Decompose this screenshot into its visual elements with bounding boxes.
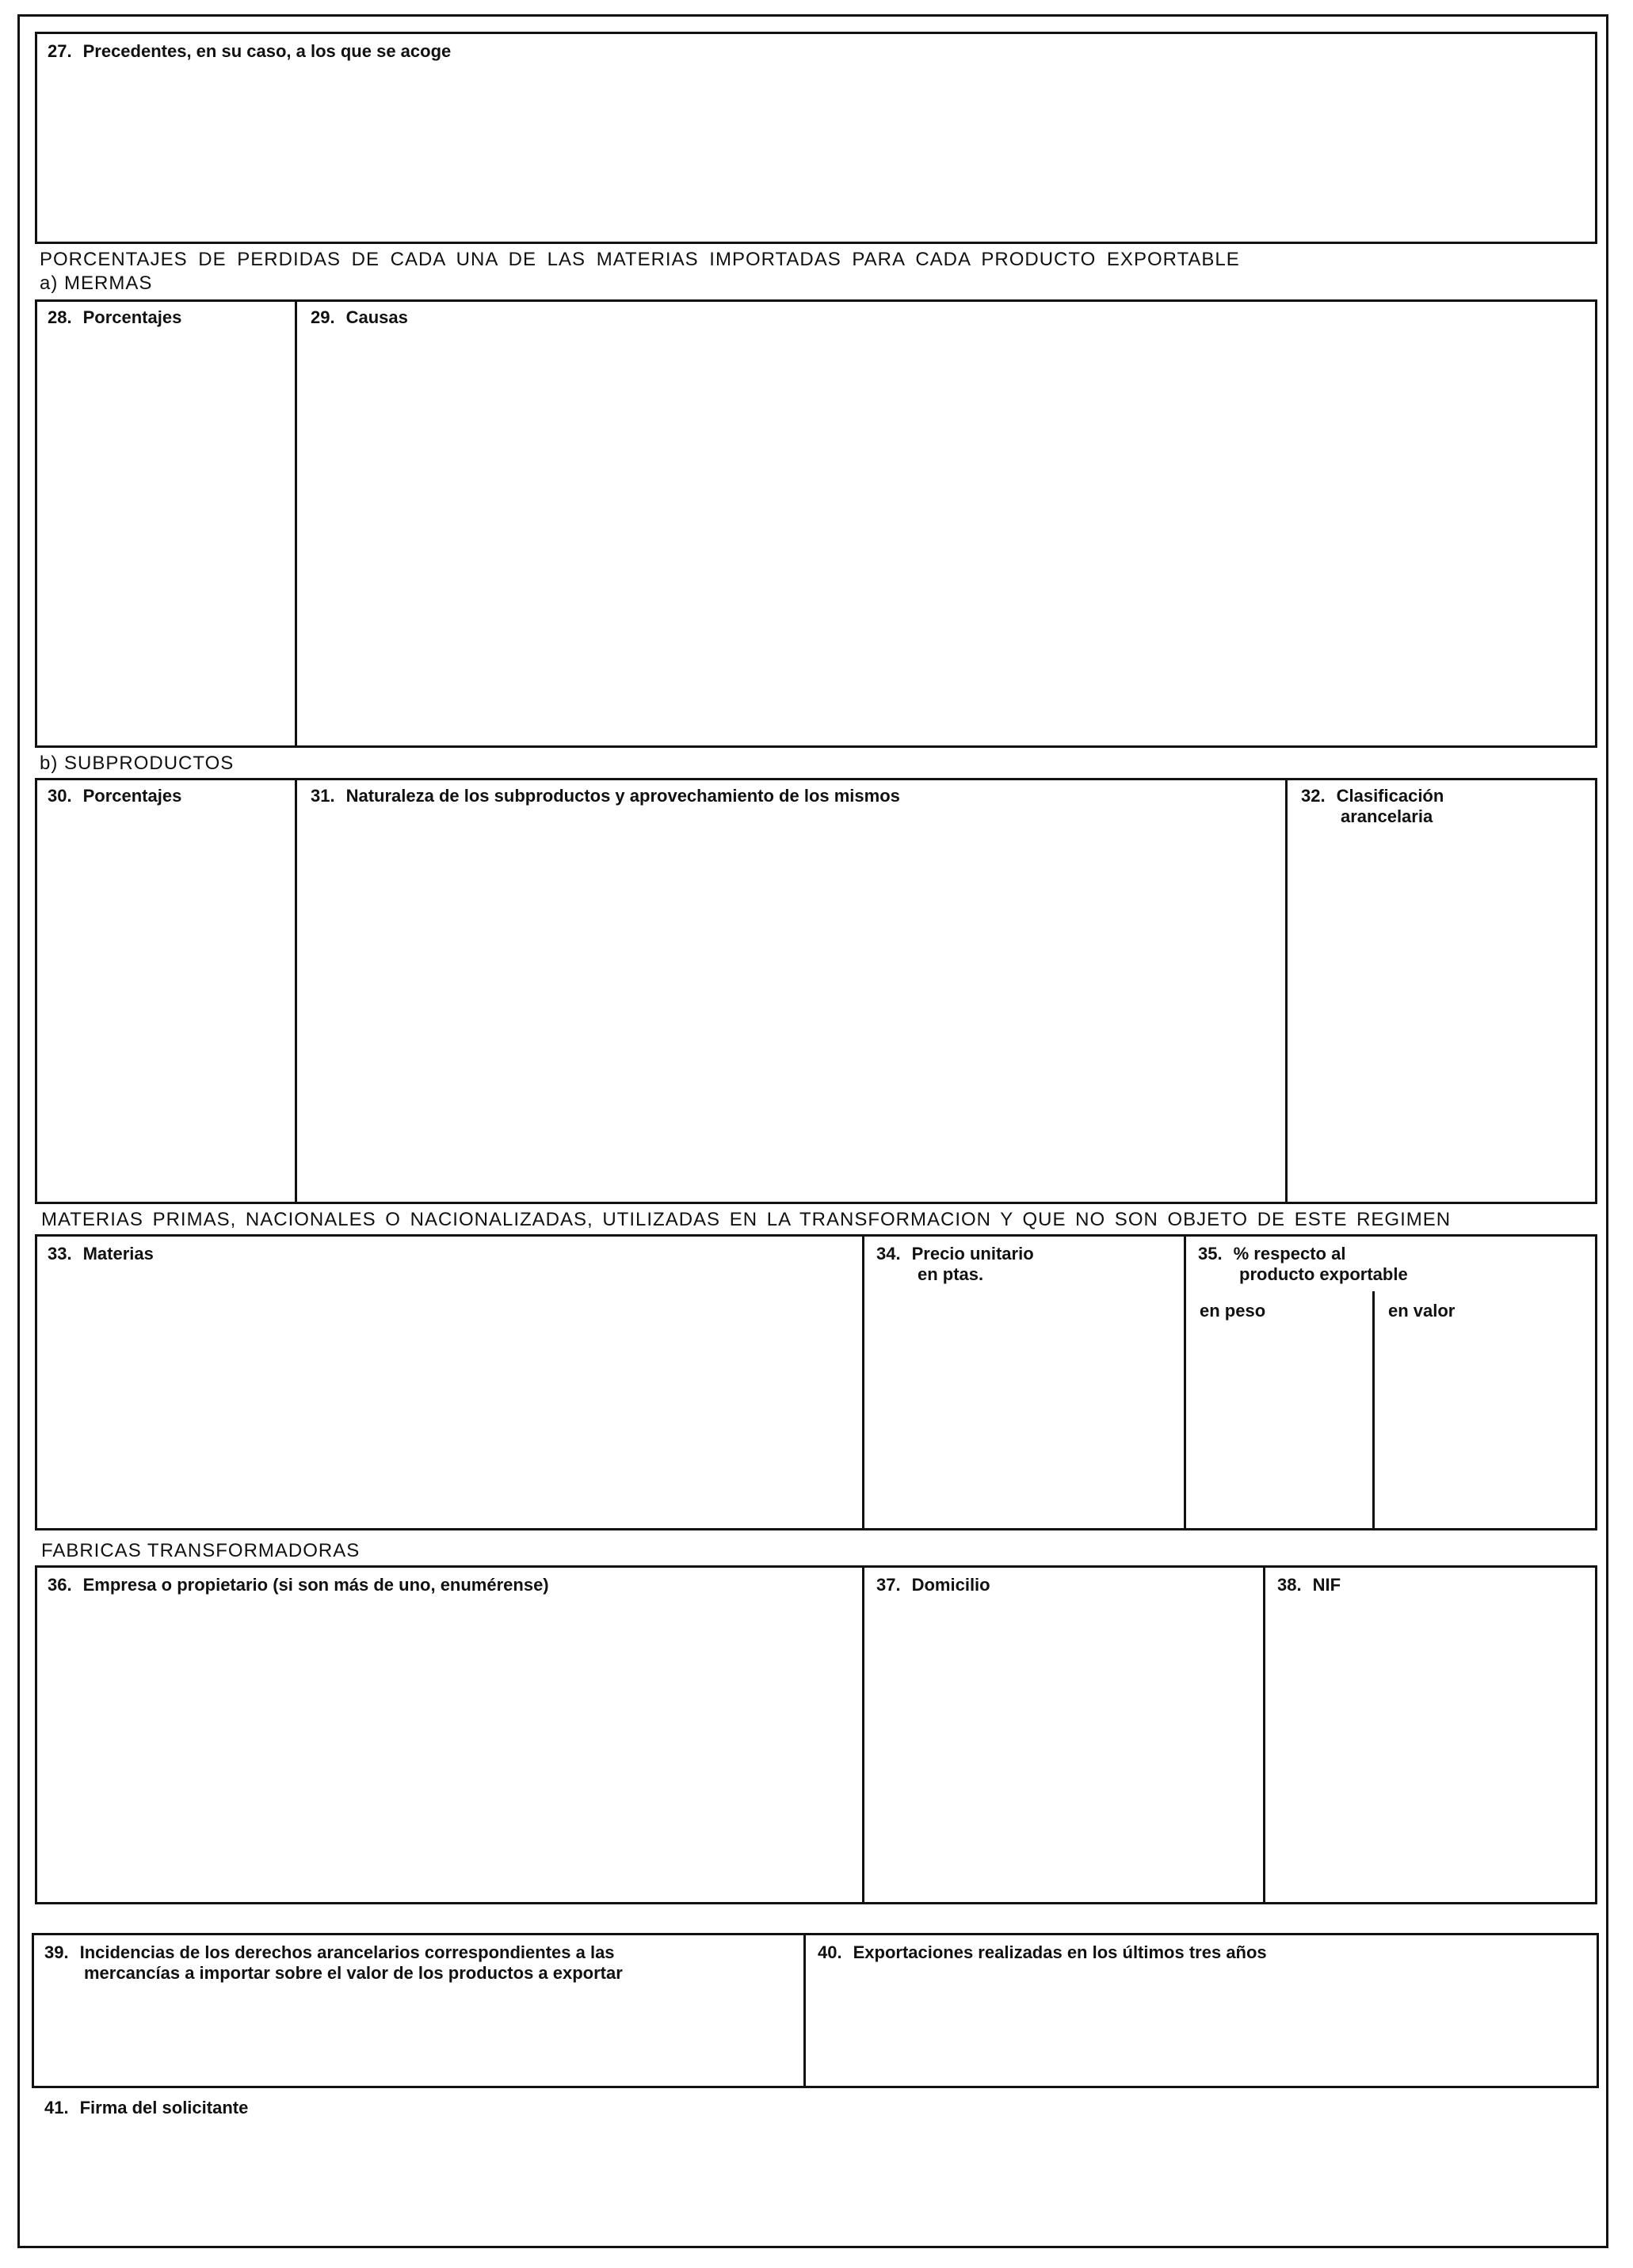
field-38-label: 38. NIF: [1277, 1575, 1341, 1595]
field-35-peso-area[interactable]: [1189, 1326, 1369, 1527]
section-mermas-title: a) MERMAS: [40, 273, 153, 294]
field-28-area[interactable]: [38, 333, 292, 745]
field-27-label: 27. Precedentes, en su caso, a los que se acoge: [48, 41, 452, 61]
field-38-area[interactable]: [1268, 1600, 1594, 1901]
subproductos-divider-1: [295, 778, 297, 1204]
field-36-area[interactable]: [38, 1600, 859, 1901]
field-34-area[interactable]: [867, 1291, 1181, 1527]
field-32-area[interactable]: [1290, 832, 1594, 1201]
field-40-area[interactable]: [808, 1968, 1596, 2085]
field-29-area[interactable]: [300, 333, 1594, 745]
field-35-peso-label: en peso: [1200, 1301, 1266, 1321]
fabricas-divider-2: [1263, 1565, 1265, 1904]
field-39-area[interactable]: [36, 1988, 800, 2085]
materias-divider-2: [1184, 1234, 1186, 1530]
field-30-label: 30. Porcentajes: [48, 786, 182, 806]
materias-divider-1: [862, 1234, 864, 1530]
section-fabricas-title: FABRICAS TRANSFORMADORAS: [41, 1540, 361, 1561]
field-32-label: 32. Clasificación arancelaria: [1301, 786, 1444, 826]
field-39-label: 39. Incidencias de los derechos arancelarios correspondientes a las mercancías a importar sobre el valor de los productos a exportar: [44, 1942, 623, 1983]
field-34-label: 34. Precio unitario en ptas.: [876, 1244, 1034, 1284]
field-33-area[interactable]: [38, 1267, 859, 1527]
mermas-divider: [295, 299, 297, 748]
field-28-label: 28. Porcentajes: [48, 307, 182, 327]
section-perdidas-title: PORCENTAJES DE PERDIDAS DE CADA UNA DE LAS MATERIAS IMPORTADAS PARA CADA PRODUCTO EXPORTABLE: [40, 249, 1240, 270]
field-31-label: 31. Naturaleza de los subproductos y aprovechamiento de los mismos: [311, 786, 900, 806]
field-35-valor-label: en valor: [1388, 1301, 1456, 1321]
section-subproductos-title: b) SUBPRODUCTOS: [40, 753, 235, 774]
field-35-valor-area[interactable]: [1377, 1326, 1594, 1527]
field-30-area[interactable]: [38, 832, 292, 1201]
field-33-label: 33. Materias: [48, 1244, 154, 1264]
field-37-area[interactable]: [867, 1600, 1260, 1901]
field-27-box[interactable]: [35, 32, 1597, 244]
field-35-label: 35. % respecto al producto exportable: [1198, 1244, 1408, 1284]
field-40-label: 40. Exportaciones realizadas en los últimos tres años: [818, 1942, 1267, 1962]
field-29-label: 29. Causas: [311, 307, 408, 327]
field-31-area[interactable]: [300, 832, 1282, 1201]
section-materias-primas-title: MATERIAS PRIMAS, NACIONALES O NACIONALIZADAS, UTILIZADAS EN LA TRANSFORMACION Y QUE NO SON OBJETO DE ESTE REGIMEN: [41, 1209, 1452, 1230]
field-41-label: 41. Firma del solicitante: [44, 2098, 249, 2117]
subproductos-divider-2: [1285, 778, 1288, 1204]
field-41-signature-area[interactable]: [36, 2123, 1596, 2242]
field-36-label: 36. Empresa o propietario (si son más de uno, enumérense): [48, 1575, 549, 1595]
fabricas-divider-1: [862, 1565, 864, 1904]
materias-divider-3: [1372, 1291, 1375, 1530]
incidencias-divider: [803, 1933, 806, 2088]
field-37-label: 37. Domicilio: [876, 1575, 990, 1595]
